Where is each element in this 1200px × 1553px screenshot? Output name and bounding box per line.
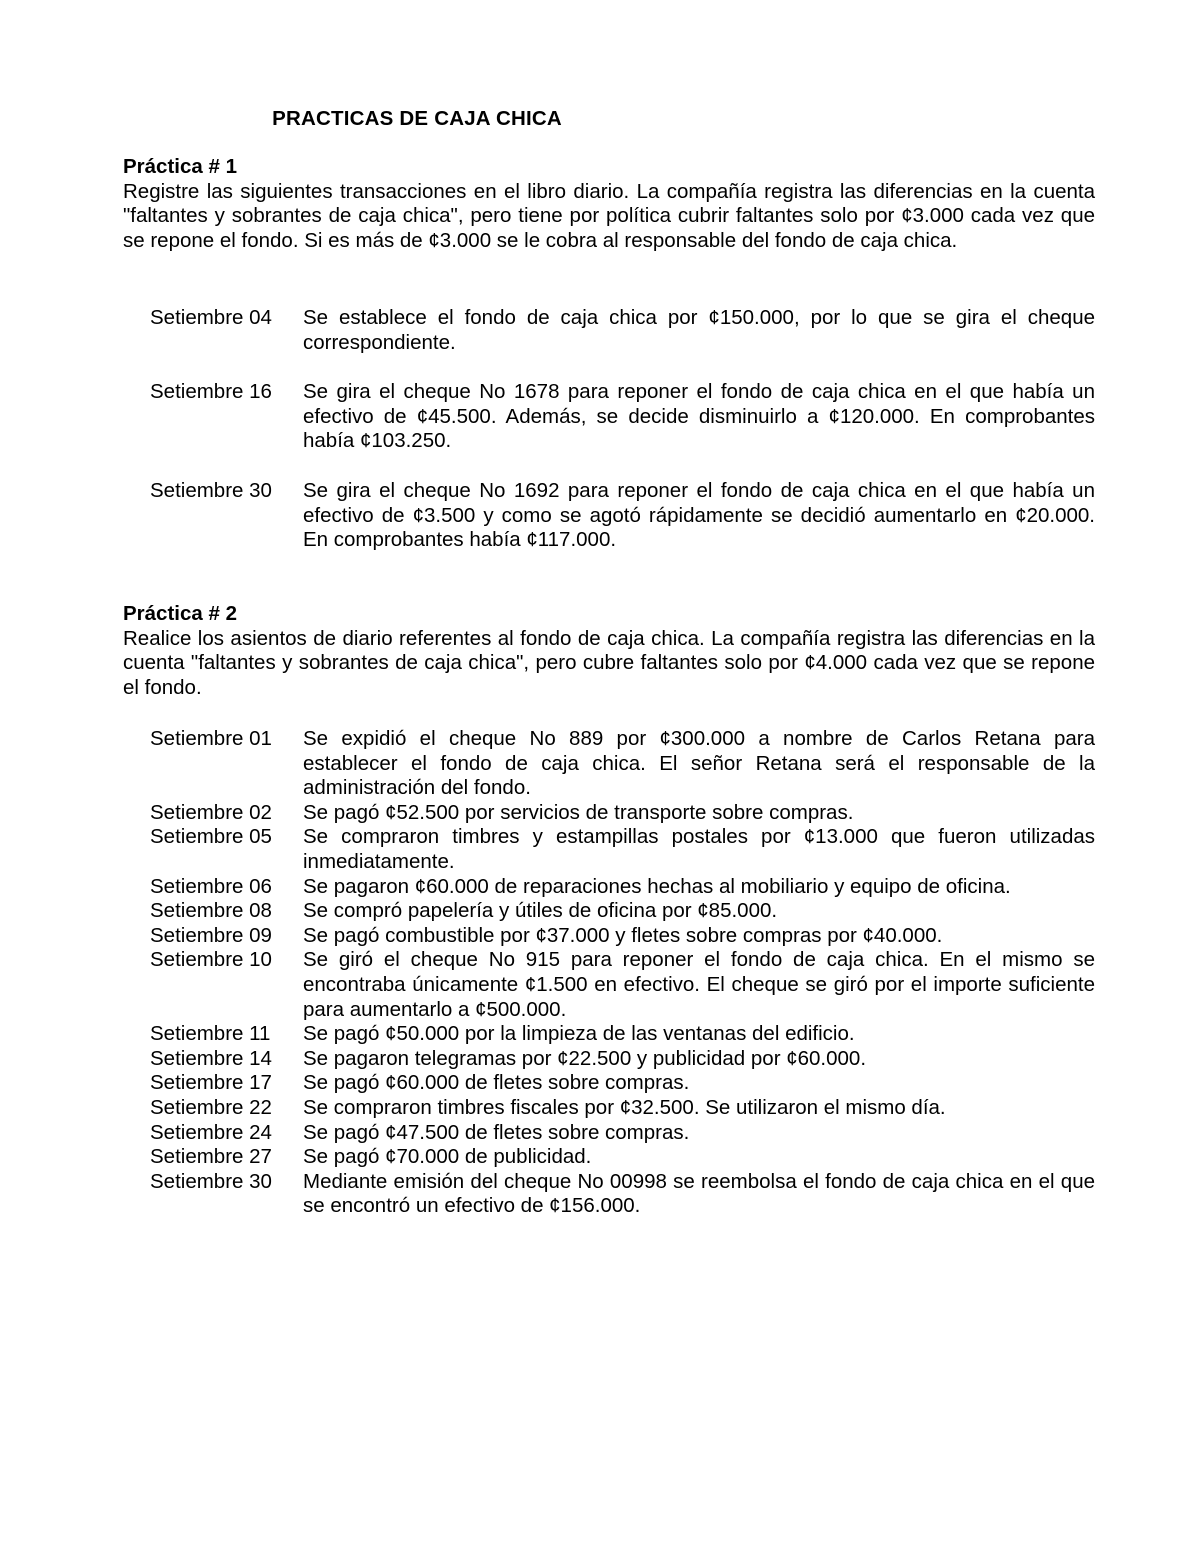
list-item (150, 1145, 1095, 1170)
practice-1-heading: Práctica # 1 (123, 155, 237, 178)
entry-date: Setiembre 06 (150, 874, 272, 898)
list-item (150, 306, 1095, 355)
entry-description: Se pagaron ¢60.000 de reparaciones hechas al mobiliario y equipo de oficina. (303, 874, 1011, 898)
entry-description: Se expidió el cheque No 889 por ¢300.000 a nombre de Carlos Retana para establecer el fondo de caja chica. El señor Retana será el responsable de la administración del fondo. (303, 727, 1095, 800)
entry-date: Setiembre 10 (150, 948, 272, 972)
entry-date: Setiembre 11 (150, 1022, 271, 1046)
list-item (150, 1047, 1095, 1072)
practice-2-intro: Realice los asientos de diario referentes al fondo de caja chica. La compañía registra las diferencias en la cuenta "faltantes y sobrantes de caja chica", pero cubre faltantes solo por ¢4.000 cada vez que se repone el fondo. (123, 626, 1095, 699)
list-item (150, 1170, 1095, 1219)
entry-description: Se gira el cheque No 1678 para reponer el fondo de caja chica en el que había un efectivo de ¢45.500. Además, se decide disminuirlo a ¢120.000. En comprobantes había ¢103.250. (303, 380, 1095, 453)
entry-description: Se pagó combustible por ¢37.000 y fletes sobre compras por ¢40.000. (303, 923, 943, 947)
entry-date: Setiembre 30 (150, 478, 272, 502)
list-item (150, 1071, 1095, 1096)
entry-date: Setiembre 09 (150, 923, 272, 947)
entry-date: Setiembre 08 (150, 899, 272, 923)
entry-description: Se pagó ¢52.500 por servicios de transporte sobre compras. (303, 800, 854, 824)
entry-date: Setiembre 16 (150, 380, 272, 404)
entry-date: Setiembre 27 (150, 1145, 272, 1169)
list-item (150, 801, 1095, 826)
practice-2-section (123, 602, 1095, 700)
document-title: PRACTICAS DE CAJA CHICA (272, 107, 562, 130)
entry-date: Setiembre 22 (150, 1095, 272, 1119)
entry-date: Setiembre 05 (150, 825, 272, 849)
entry-date: Setiembre 02 (150, 800, 272, 824)
list-item (150, 875, 1095, 900)
entry-date: Setiembre 17 (150, 1071, 272, 1095)
list-item (150, 899, 1095, 924)
list-item (150, 1121, 1095, 1146)
list-item (150, 924, 1095, 949)
list-item (150, 727, 1095, 801)
entry-date: Setiembre 30 (150, 1169, 272, 1193)
entry-description: Se pagó ¢50.000 por la limpieza de las ventanas del edificio. (303, 1022, 855, 1046)
entry-description: Se compró papelería y útiles de oficina por ¢85.000. (303, 899, 778, 923)
practice-1-entries (150, 306, 1095, 553)
entry-description: Se pagó ¢60.000 de fletes sobre compras. (303, 1071, 690, 1095)
entry-description: Se gira el cheque No 1692 para reponer el fondo de caja chica en el que había un efectivo de ¢3.500 y como se agotó rápidamente se decidió aumentarlo en ¢20.000. En comprobantes había ¢117.000. (303, 478, 1095, 552)
practice-2-entries (150, 727, 1095, 1219)
list-item (150, 825, 1095, 874)
entry-date: Setiembre 14 (150, 1046, 272, 1070)
entry-description: Se compraron timbres fiscales por ¢32.500. Se utilizaron el mismo día. (303, 1095, 946, 1119)
practice-1-section (123, 155, 1095, 253)
entry-description: Se pagaron telegramas por ¢22.500 y publicidad por ¢60.000. (303, 1046, 867, 1070)
practice-1-intro: Registre las siguientes transacciones en el libro diario. La compañía registra las diferencias en la cuenta "faltantes y sobrantes de caja chica", pero tiene por política cubrir faltantes solo por ¢3.000 cada vez que se repone el fondo. Si es más de ¢3.000 se le cobra al responsable del fondo de caja chica. (123, 179, 1095, 252)
practice-2-heading: Práctica # 2 (123, 602, 237, 625)
entry-date: Setiembre 01 (150, 727, 272, 750)
entry-date: Setiembre 04 (150, 306, 272, 329)
entry-description: Se giró el cheque No 915 para reponer el fondo de caja chica. En el mismo se encontraba únicamente ¢1.500 en efectivo. El cheque se giró por el importe suficiente para aumentarlo a ¢500.000. (303, 948, 1095, 1021)
list-item (150, 479, 1095, 553)
entry-description: Se pagó ¢47.500 de fletes sobre compras. (303, 1120, 690, 1144)
entry-description: Se pagó ¢70.000 de publicidad. (303, 1145, 592, 1169)
entry-date: Setiembre 24 (150, 1120, 272, 1144)
list-item (150, 1022, 1095, 1047)
entry-description: Se establece el fondo de caja chica por ¢150.000, por lo que se gira el cheque correspondiente. (303, 306, 1095, 354)
entry-description: Mediante emisión del cheque No 00998 se reembolsa el fondo de caja chica en el que se encontró un efectivo de ¢156.000. (303, 1169, 1095, 1218)
list-item (150, 948, 1095, 1022)
list-item (150, 380, 1095, 454)
list-item (150, 1096, 1095, 1121)
entry-description: Se compraron timbres y estampillas postales por ¢13.000 que fueron utilizadas inmediatamente. (303, 825, 1095, 873)
